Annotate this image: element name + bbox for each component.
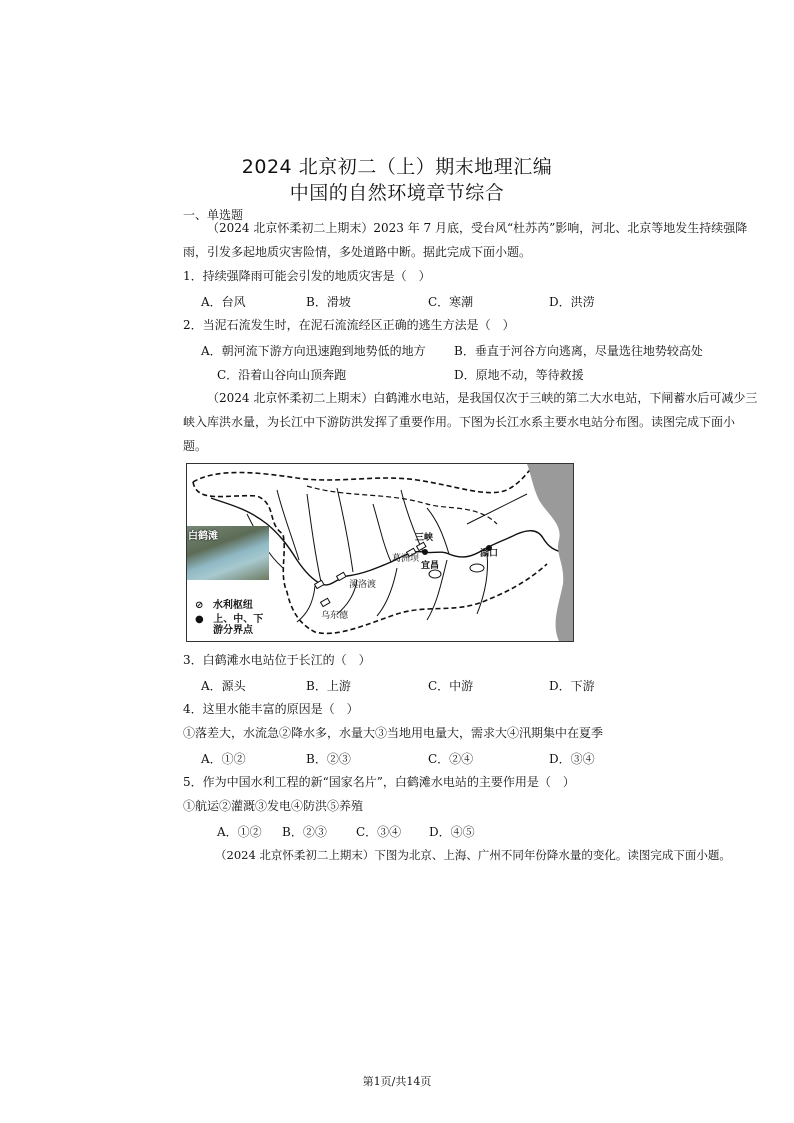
question-2-option-a[interactable]: A．朝河流下游方向迅速跑到地势低的地方 [201,344,426,358]
question-1-option-b[interactable]: B．滑坡 [306,295,351,309]
legend-boundary [195,614,263,636]
question-2-option-b[interactable]: B．垂直于河谷方向逃离，尽量选往地势较高处 [454,344,703,358]
legend-boundary-label-1: 上、中、下 [213,614,264,625]
question-4-items: ①落差大，水流急②降水多，水量大③当地用电量大，需求大④汛期集中在夏季 [183,726,604,740]
legend-dam-label: 水利枢纽 [212,600,253,611]
question-1-option-c[interactable]: C．寒潮 [428,295,474,309]
legend-dam [195,596,253,611]
question-1-stem: 1．持续强降雨可能会引发的地质灾害是（ ） [183,269,431,283]
label-wudongde: 乌东德 [321,611,349,621]
label-yichang: 宜昌 [421,561,440,571]
yangtze-hydropower-map [186,463,574,642]
question-4-option-b[interactable]: B．②③ [306,752,351,766]
page-subtitle: 中国的自然环境章节综合 [289,182,505,204]
page-number: 第1页/共14页 [362,1075,432,1088]
dam-icon: ⊘ [195,600,204,611]
question-5-option-b[interactable]: B．②③ [282,825,327,839]
question-4-option-c[interactable]: C．②④ [428,752,474,766]
question-4-option-a[interactable]: A．①② [201,752,246,766]
question-5-option-d[interactable]: D．④⑤ [429,825,475,839]
question-2-stem: 2．当泥石流发生时，在泥石流流经区正确的逃生方法是（ ） [183,318,515,332]
legend-boundary-label-2: 游分界点 [213,625,253,636]
question-4-stem: 4．这里水能丰富的原因是（ ） [183,702,359,716]
question-3-option-c[interactable]: C．中游 [428,679,474,693]
label-gezhouba: 葛洲坝 [392,554,420,564]
question-1-option-a[interactable]: A．台风 [201,295,246,309]
question-5-option-a[interactable]: A．①② [217,825,262,839]
intro-paragraph-3: （2024 北京怀柔初二上期末）下图为北京、上海、广州不同年份降水量的变化。读图完成下面小题。 [215,848,731,862]
label-xiluodu: 溪洛渡 [349,580,377,590]
label-hukou: 湖口 [480,549,499,559]
question-5-option-c[interactable]: C．③④ [356,825,402,839]
boundary-point-yichang [422,549,428,555]
question-3-stem: 3．白鹤滩水电站位于长江的（ ） [183,653,371,667]
intro-paragraph-1: （2024 北京怀柔初二上期末）2023 年 7 月底，受台风“杜苏芮”影响，河北、北京等地发生持续强降雨，引发多起地质灾害险情，多处道路中断。据此完成下面小题。 [183,221,748,259]
question-1-option-d[interactable]: D．洪涝 [549,295,595,309]
boundary-point-icon: ● [195,614,204,625]
question-5-items: ①航运②灌溉③发电④防洪⑤养殖 [183,799,364,813]
question-2-option-d[interactable]: D．原地不动，等待救援 [454,368,584,382]
page-title: 2024 北京初二（上）期末地理汇编 [241,156,553,178]
question-3-option-b[interactable]: B．上游 [306,679,351,693]
section-heading: 一、单选题 [183,208,244,222]
label-sanxia: 三峡 [415,533,434,543]
question-4-option-d[interactable]: D．③④ [549,752,595,766]
question-3-option-a[interactable]: A．源头 [201,679,246,693]
question-2-option-c[interactable]: C．沿着山谷向山顶奔跑 [217,368,347,382]
question-5-stem: 5．作为中国水利工程的新“国家名片”，白鹤滩水电站的主要作用是（ ） [183,775,575,789]
photo-label: 白鹤滩 [188,531,218,542]
question-3-option-d[interactable]: D．下游 [549,679,595,693]
intro-paragraph-2: （2024 北京怀柔初二上期末）白鹤滩水电站，是我国仅次于三峡的第二大水电站，下闸蓄水后可减少三峡入库洪水量，为长江中下游防洪发挥了重要作用。下图为长江水系主要水电站分布图。读图完成下面小题。 [183,391,758,453]
